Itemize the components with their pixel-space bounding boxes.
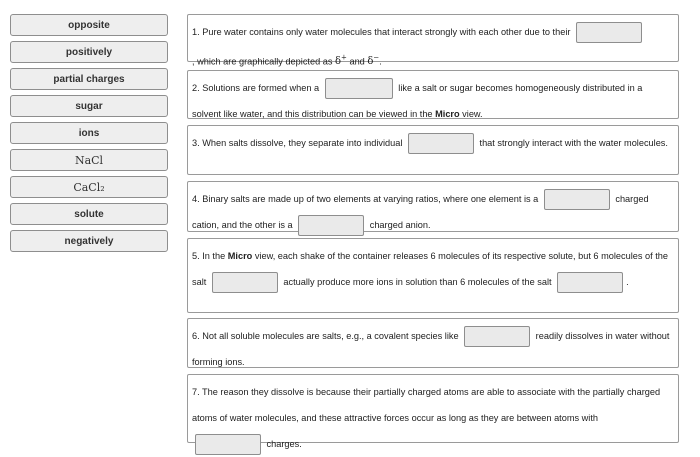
micro-label-2: Micro — [227, 251, 253, 261]
blank-2[interactable] — [325, 78, 393, 99]
blank-5b[interactable] — [557, 272, 623, 293]
question-2-text-c: view. — [459, 109, 483, 119]
chip-partial-charges[interactable]: partial charges — [10, 68, 168, 90]
question-6-text-b: readily dissolves in water without forming ions. — [192, 331, 670, 367]
question-1-text-b: , which are graphically depicted as — [192, 56, 335, 67]
question-5 — [187, 238, 679, 313]
question-4-text-b: charged cation, and the other is a — [192, 194, 649, 230]
question-7-text-b: charges. — [264, 439, 302, 449]
micro-label: Micro — [435, 109, 460, 119]
question-5-text-b: view, each shake of the container releases 6 molecules of its respective solute, but 6 molecules of the salt — [192, 251, 668, 287]
question-4 — [187, 181, 679, 232]
question-5-end: . — [626, 277, 629, 287]
chip-ions[interactable]: ions — [10, 122, 168, 144]
blank-1[interactable] — [576, 22, 642, 43]
blank-7[interactable] — [195, 434, 261, 455]
blank-3[interactable] — [408, 133, 474, 154]
question-3-text-b: that strongly interact with the water molecules. — [476, 138, 668, 148]
question-2 — [187, 70, 679, 119]
question-4-text-c: charged anion. — [367, 220, 431, 230]
blank-5a[interactable] — [212, 272, 278, 293]
blank-4a[interactable] — [544, 189, 610, 210]
chip-sugar[interactable]: sugar — [10, 95, 168, 117]
blank-6[interactable] — [464, 326, 530, 347]
question-5-text-c: actually produce more ions in solution than 6 molecules of the salt — [280, 277, 555, 287]
question-1-and: and — [346, 56, 368, 67]
question-3 — [187, 125, 679, 175]
question-5-text: 5. In the — [192, 251, 228, 261]
question-4-text: 4. Binary salts are made up of two elements at varying ratios, where one element is a — [192, 194, 541, 204]
question-7-text: 7. The reason they dissolve is because their partially charged atoms are able to associate with the partially charged atoms of water molecules, and these attractive forces occur as long as they are between atoms with — [192, 387, 661, 423]
question-1-text: 1. Pure water contains only water molecules that interact strongly with each other due to their — [192, 27, 573, 37]
question-6 — [187, 318, 679, 368]
blank-4b[interactable] — [298, 215, 364, 236]
question-3-text: 3. When salts dissolve, they separate into individual — [192, 138, 405, 148]
question-2-text-b: like a salt or sugar becomes homogeneously distributed in a solvent like water, and this distribution can be viewed in the — [192, 83, 643, 119]
chip-cacl2[interactable]: CaCl₂ — [10, 176, 168, 198]
chip-nacl[interactable]: NaCl — [10, 149, 168, 171]
question-6-text: 6. Not all soluble molecules are salts, e.g., a covalent species like — [192, 331, 462, 341]
question-1-end: . — [379, 56, 382, 67]
chip-negatively[interactable]: negatively — [10, 230, 168, 252]
chip-solute[interactable]: solute — [10, 203, 168, 225]
question-2-text: 2. Solutions are formed when a — [192, 83, 322, 93]
word-bank — [10, 14, 168, 257]
delta-plus: δ+ — [335, 54, 347, 68]
chip-opposite[interactable]: opposite — [10, 14, 168, 36]
delta-minus: δ− — [367, 54, 380, 68]
chip-positively[interactable]: positively — [10, 41, 168, 63]
question-1 — [187, 14, 679, 68]
question-7 — [187, 374, 679, 449]
